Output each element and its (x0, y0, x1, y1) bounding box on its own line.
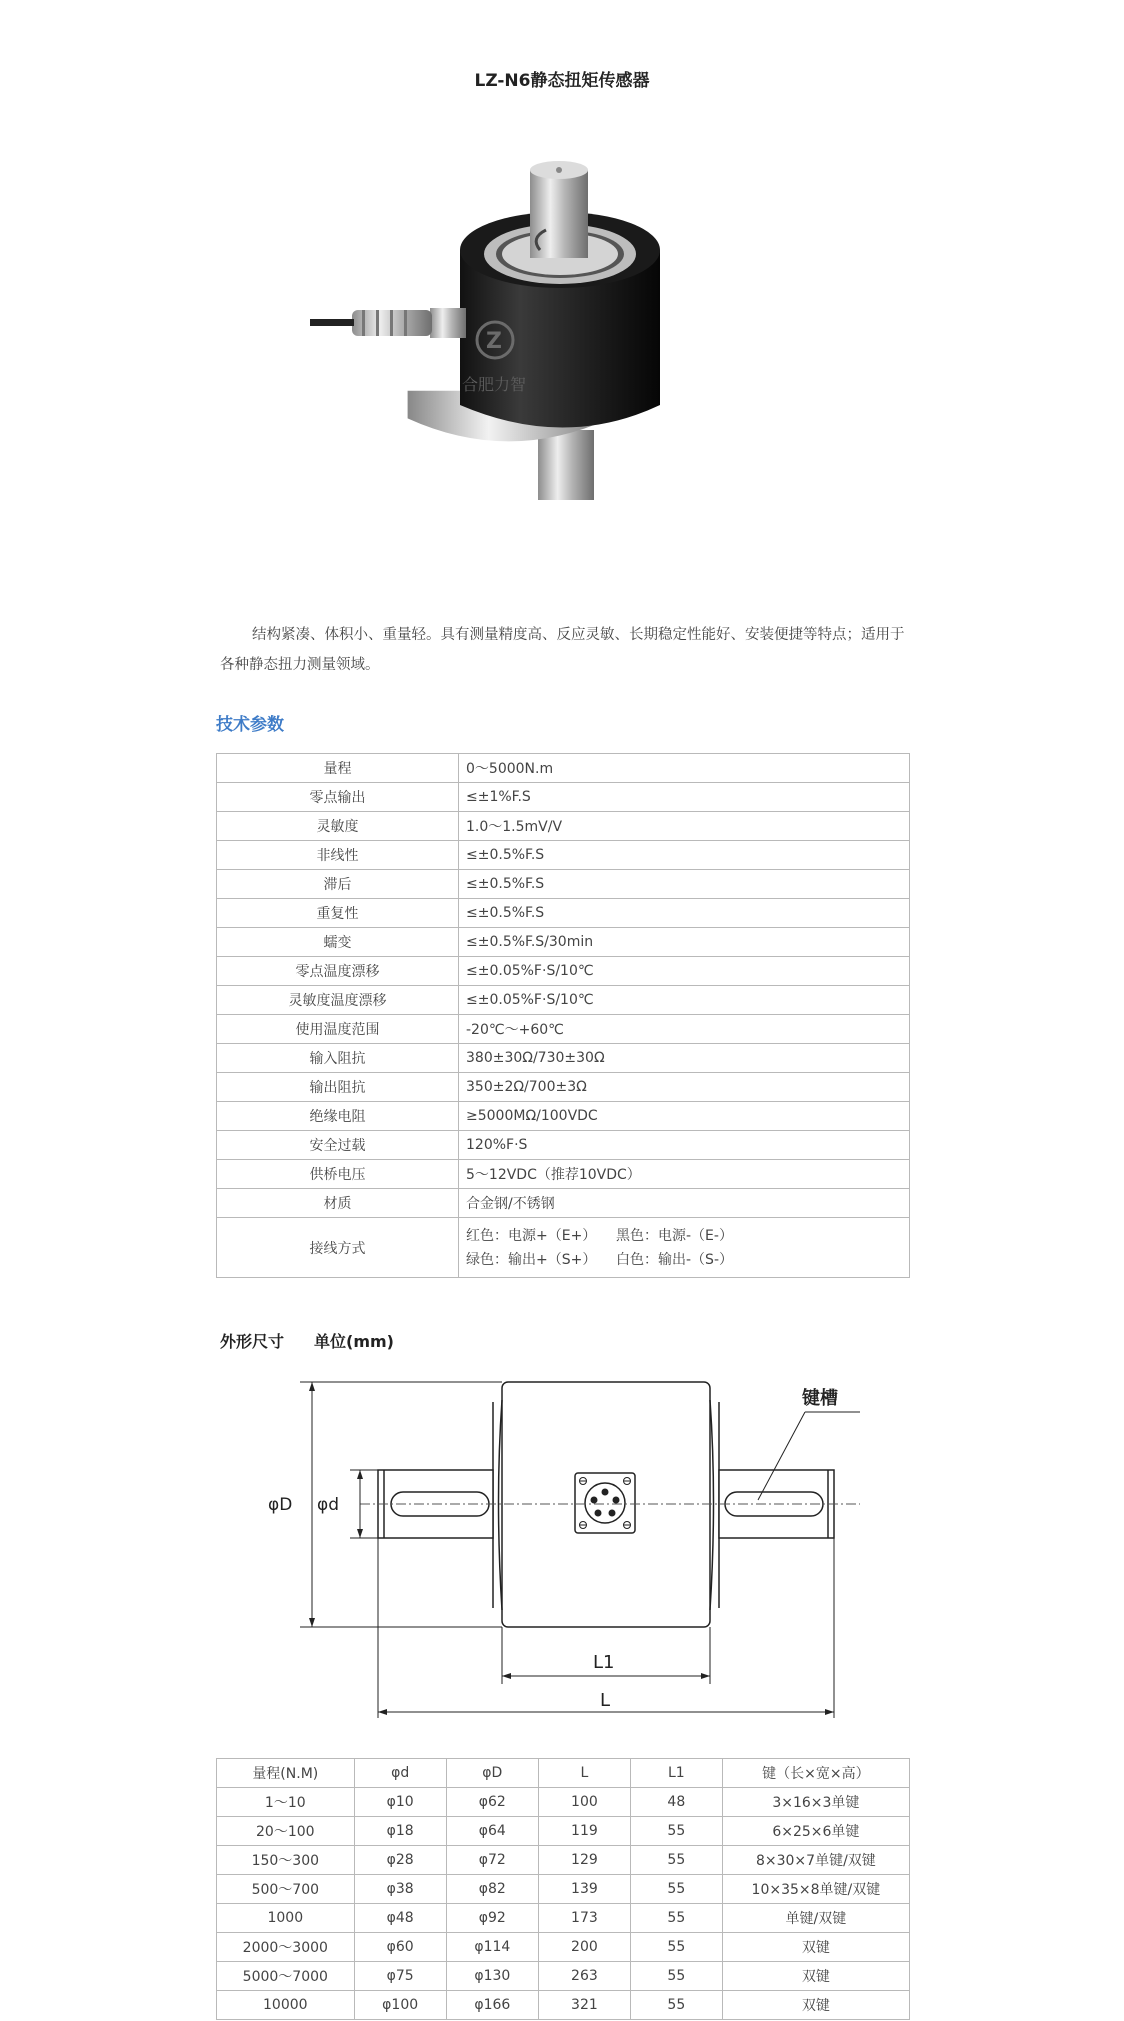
spec-table (216, 753, 910, 1278)
wiring-value (459, 1218, 910, 1278)
wiring-black: 黑色：电源-（E-） (616, 1227, 733, 1244)
spec-key: 滞后 (217, 870, 459, 899)
size-cell: 10×35×8单键/双键 (722, 1875, 909, 1904)
size-cell: 8×30×7单键/双键 (722, 1846, 909, 1875)
spec-key: 供桥电压 (217, 1160, 459, 1189)
size-cell: 200 (538, 1933, 630, 1962)
spec-row (217, 1044, 910, 1073)
wiring-red: 红色：电源+（E+） (466, 1227, 597, 1244)
spec-key: 灵敏度 (217, 812, 459, 841)
spec-row (217, 1073, 910, 1102)
size-cell: 129 (538, 1846, 630, 1875)
spec-row (217, 1131, 910, 1160)
spec-value: ≤±0.5%F.S (459, 841, 910, 870)
size-header-cell: L1 (630, 1759, 722, 1788)
spec-row (217, 899, 910, 928)
page-title: LZ-N6静态扭矩传感器 (474, 71, 650, 91)
size-cell: 150～300 (217, 1846, 355, 1875)
size-cell: φ114 (446, 1933, 538, 1962)
size-cell: 6×25×6单键 (722, 1817, 909, 1846)
spec-key: 输出阻抗 (217, 1073, 459, 1102)
size-cell: 48 (630, 1788, 722, 1817)
size-cell: 单键/双键 (722, 1904, 909, 1933)
size-cell: φ38 (354, 1875, 446, 1904)
size-row (217, 1933, 910, 1962)
size-cell: 2000～3000 (217, 1933, 355, 1962)
size-cell: 55 (630, 1904, 722, 1933)
spec-key: 零点温度漂移 (217, 957, 459, 986)
size-cell: 双键 (722, 1933, 909, 1962)
size-header-cell: φD (446, 1759, 538, 1788)
spec-key: 非线性 (217, 841, 459, 870)
spec-value: 120%F·S (459, 1131, 910, 1160)
spec-row (217, 812, 910, 841)
size-cell: 500～700 (217, 1875, 355, 1904)
spec-row (217, 957, 910, 986)
size-cell: 20～100 (217, 1817, 355, 1846)
size-cell: 321 (538, 1991, 630, 2020)
size-header-cell: φd (354, 1759, 446, 1788)
L-label: L (600, 1690, 611, 1711)
wiring-white: 白色：输出-（S-） (616, 1251, 733, 1268)
size-cell: 139 (538, 1875, 630, 1904)
spec-row (217, 754, 910, 783)
product-photo (300, 150, 680, 530)
size-cell: 55 (630, 1817, 722, 1846)
size-cell: φ64 (446, 1817, 538, 1846)
spec-key: 输入阻抗 (217, 1044, 459, 1073)
size-cell: φ62 (446, 1788, 538, 1817)
svg-text:Z: Z (486, 329, 502, 354)
spec-value: 5～12VDC（推荐10VDC） (459, 1160, 910, 1189)
size-row (217, 1962, 910, 1991)
size-cell: 55 (630, 1846, 722, 1875)
size-cell: φ28 (354, 1846, 446, 1875)
spec-row (217, 1015, 910, 1044)
size-cell: 55 (630, 1991, 722, 2020)
size-cell: φ18 (354, 1817, 446, 1846)
spec-value: ≤±0.05%F·S/10℃ (459, 986, 910, 1015)
size-cell: φ72 (446, 1846, 538, 1875)
size-cell: 10000 (217, 1991, 355, 2020)
size-row (217, 1904, 910, 1933)
L1-label: L1 (593, 1652, 615, 1673)
size-row (217, 1788, 910, 1817)
size-row (217, 1817, 910, 1846)
spec-value: -20℃～+60℃ (459, 1015, 910, 1044)
size-row (217, 1846, 910, 1875)
spec-row (217, 1102, 910, 1131)
spec-row (217, 870, 910, 899)
size-cell: 173 (538, 1904, 630, 1933)
size-cell: 100 (538, 1788, 630, 1817)
dimension-title: 外形尺寸 (220, 1332, 285, 1351)
size-table (216, 1758, 910, 2020)
unit-label: 单位(mm) (314, 1332, 394, 1351)
phiD-label: φD (268, 1495, 293, 1515)
spec-row (217, 841, 910, 870)
spec-heading: 技术参数 (216, 715, 284, 735)
wiring-green: 绿色：输出+（S+） (466, 1251, 597, 1268)
size-cell: 1000 (217, 1904, 355, 1933)
spec-value: ≤±0.5%F.S/30min (459, 928, 910, 957)
size-cell: φ75 (354, 1962, 446, 1991)
dimension-drawing (260, 1370, 860, 1730)
spec-value: ≥5000MΩ/100VDC (459, 1102, 910, 1131)
size-row (217, 1991, 910, 2020)
dimension-heading (220, 1329, 424, 1352)
spec-key: 重复性 (217, 899, 459, 928)
spec-row (217, 928, 910, 957)
spec-key: 使用温度范围 (217, 1015, 459, 1044)
spec-key: 量程 (217, 754, 459, 783)
spec-value: 0～5000N.m (459, 754, 910, 783)
spec-value: ≤±0.05%F·S/10℃ (459, 957, 910, 986)
spec-value: 1.0～1.5mV/V (459, 812, 910, 841)
spec-key: 灵敏度温度漂移 (217, 986, 459, 1015)
spec-row-wiring (217, 1218, 910, 1278)
size-header-cell: 量程(N.M) (217, 1759, 355, 1788)
spec-row (217, 1189, 910, 1218)
size-cell: 3×16×3单键 (722, 1788, 909, 1817)
spec-key: 安全过载 (217, 1131, 459, 1160)
size-cell: φ82 (446, 1875, 538, 1904)
spec-key: 材质 (217, 1189, 459, 1218)
size-cell: 55 (630, 1962, 722, 1991)
size-header-cell: L (538, 1759, 630, 1788)
size-cell: 双键 (722, 1962, 909, 1991)
spec-key: 接线方式 (217, 1218, 459, 1278)
size-cell: φ100 (354, 1991, 446, 2020)
size-cell: φ130 (446, 1962, 538, 1991)
spec-value: 合金钢/不锈钢 (459, 1189, 910, 1218)
spec-key: 绝缘电阻 (217, 1102, 459, 1131)
spec-row (217, 1160, 910, 1189)
size-cell: 1～10 (217, 1788, 355, 1817)
intro-paragraph: 结构紧凑、体积小、重量轻。具有测量精度高、反应灵敏、长期稳定性能好、安装便捷等特点；适用于各种静态扭力测量领域。 (220, 627, 905, 673)
size-cell: φ166 (446, 1991, 538, 2020)
phid-label: φd (317, 1495, 340, 1515)
size-cell: 55 (630, 1933, 722, 1962)
size-cell: 119 (538, 1817, 630, 1846)
spec-value: ≤±0.5%F.S (459, 870, 910, 899)
size-cell: 263 (538, 1962, 630, 1991)
watermark-text: 合肥力智 (462, 375, 527, 394)
size-cell: φ60 (354, 1933, 446, 1962)
size-cell: φ92 (446, 1904, 538, 1933)
size-cell: 双键 (722, 1991, 909, 2020)
spec-value: 380±30Ω/730±30Ω (459, 1044, 910, 1073)
spec-key: 蠕变 (217, 928, 459, 957)
size-cell: φ10 (354, 1788, 446, 1817)
spec-value: ≤±0.5%F.S (459, 899, 910, 928)
spec-row (217, 783, 910, 812)
spec-row (217, 986, 910, 1015)
spec-value: ≤±1%F.S (459, 783, 910, 812)
size-cell: 5000～7000 (217, 1962, 355, 1991)
keyslot-label: 键槽 (802, 1388, 838, 1409)
size-cell: φ48 (354, 1904, 446, 1933)
spec-key: 零点输出 (217, 783, 459, 812)
size-row (217, 1875, 910, 1904)
size-cell: 55 (630, 1875, 722, 1904)
spec-value: 350±2Ω/700±3Ω (459, 1073, 910, 1102)
size-header-cell: 键（长×宽×高） (722, 1759, 909, 1788)
